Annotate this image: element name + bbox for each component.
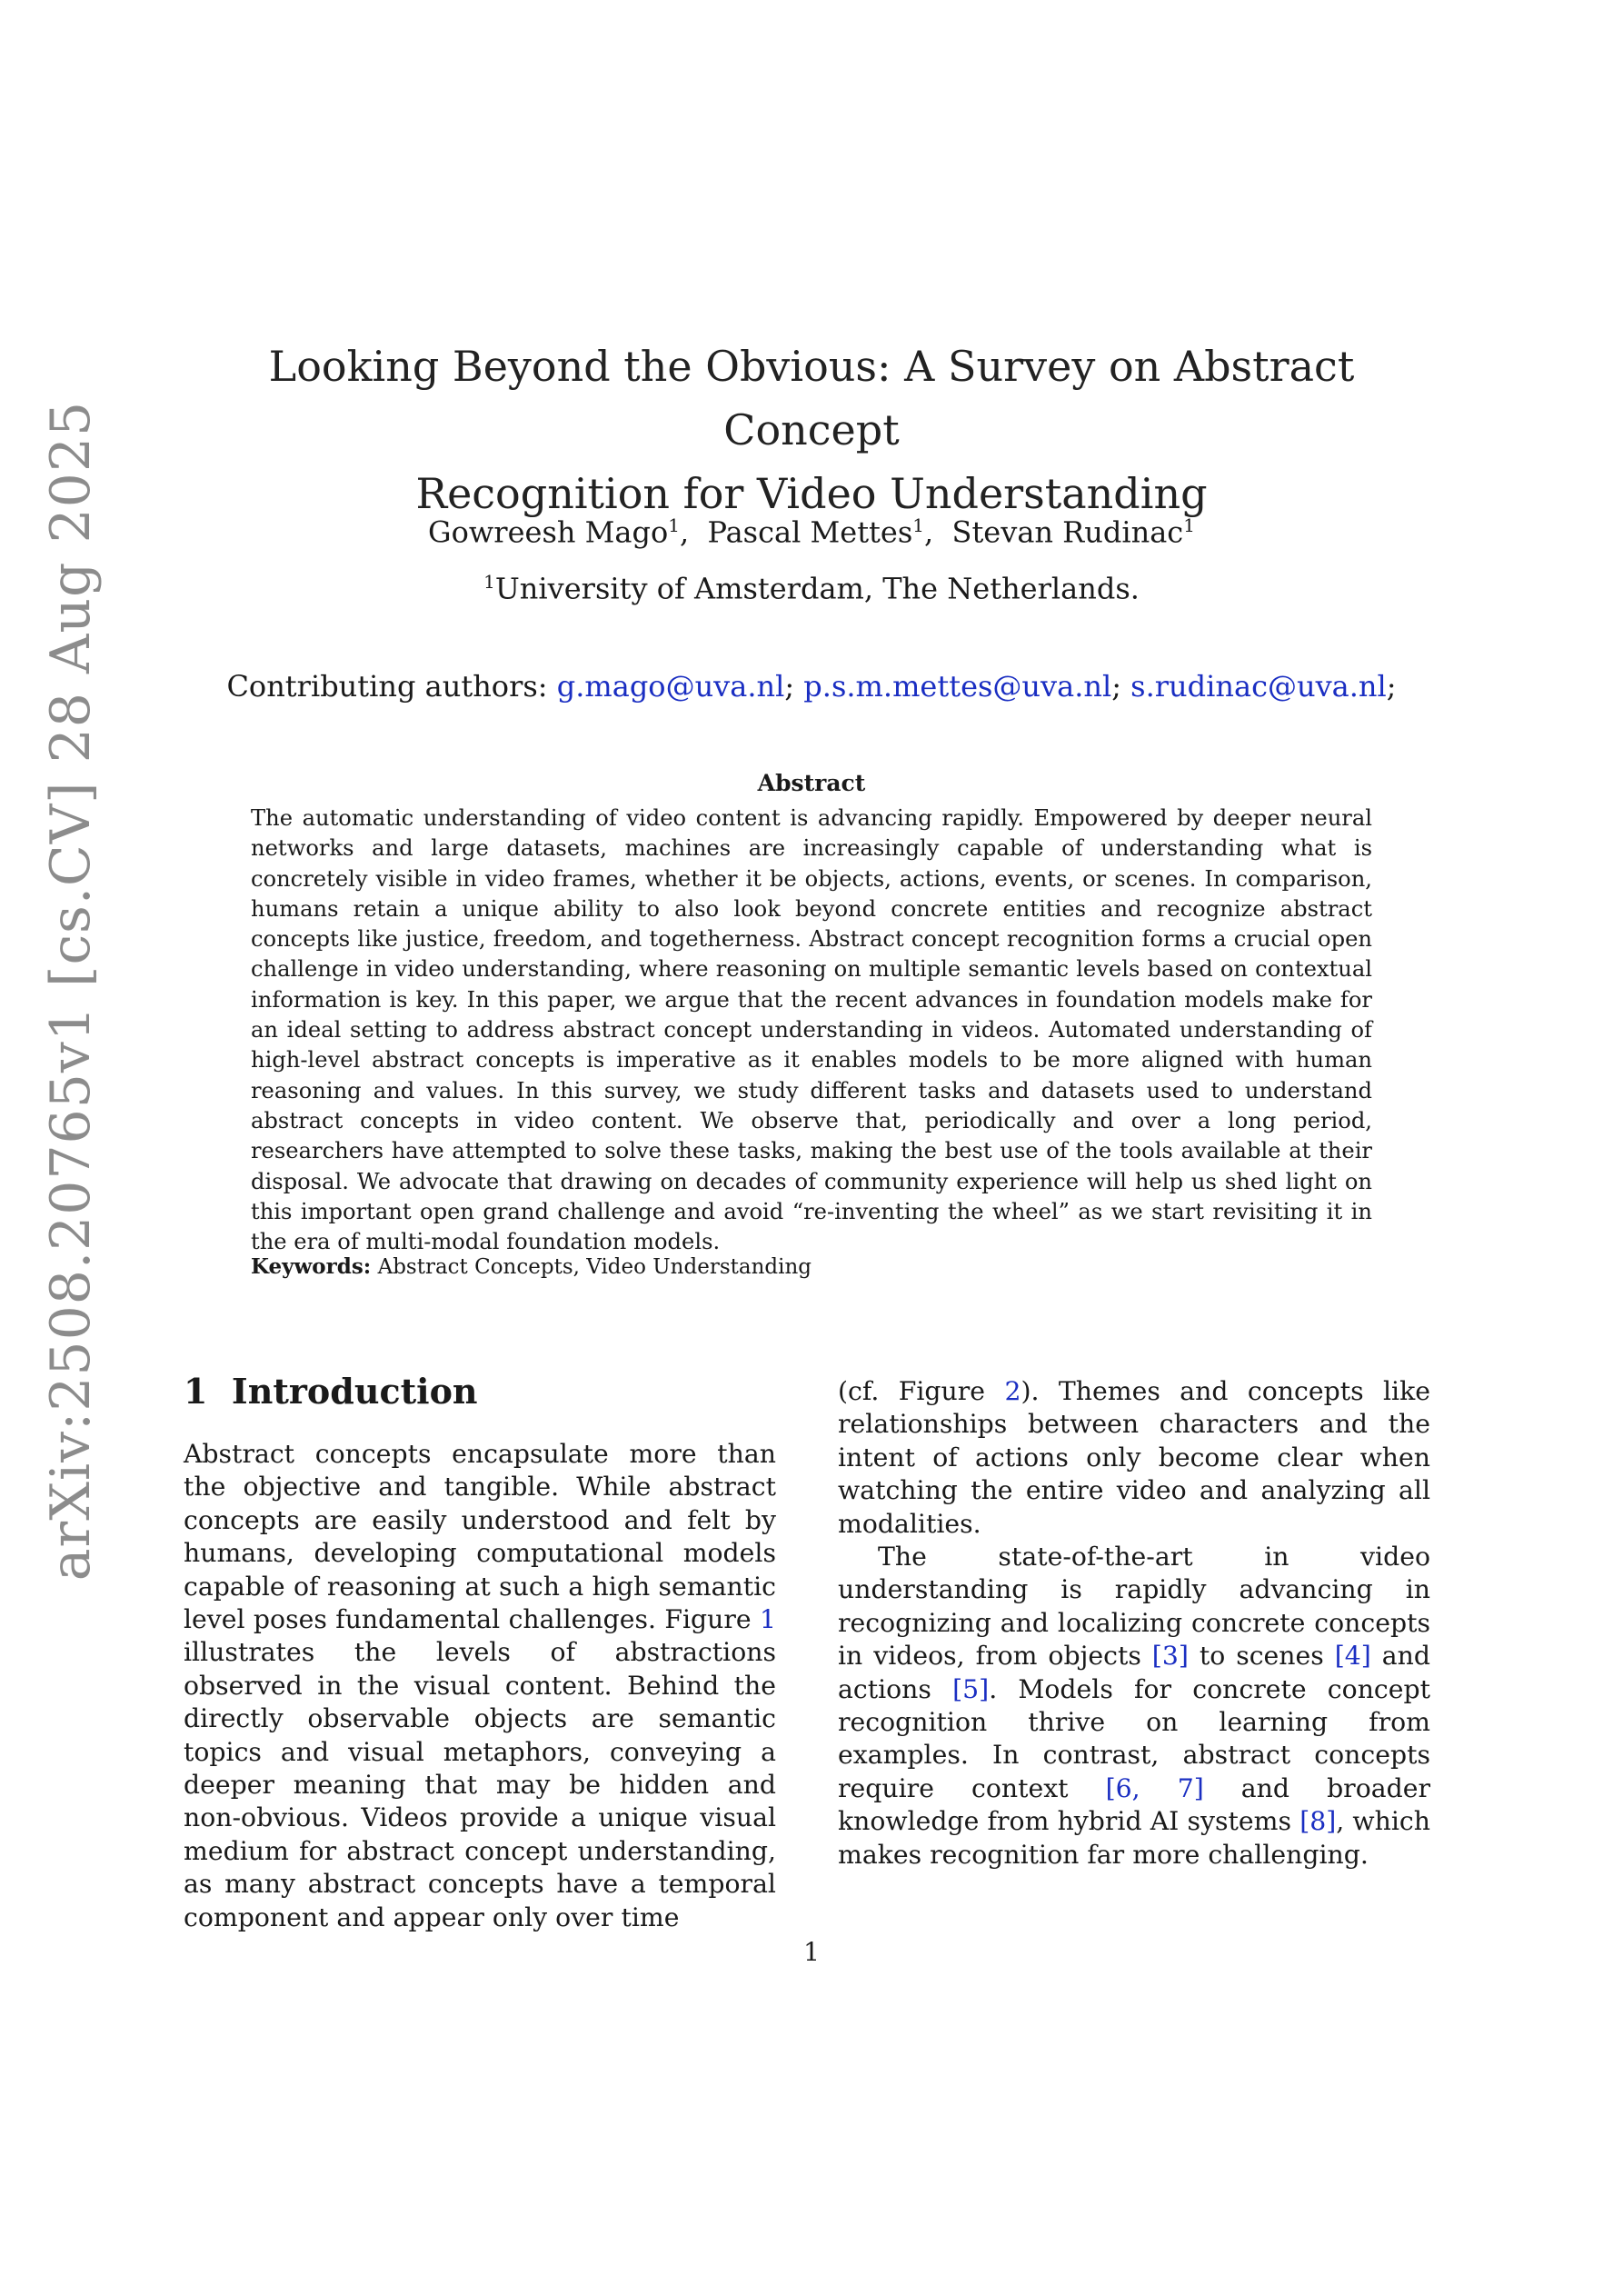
email-link[interactable]: g.mago@uva.nl [556, 669, 785, 704]
abstract-text: The automatic understanding of video content is advancing rapidly. Empowered by deeper neural networks and large datasets, machines are increasingly capable of understanding what is concretely visible in video frames, whether it be objects, actions, events, or scenes. In comparison, humans retain a unique ability to also look beyond concrete entities and recognize abstract concepts like justice, freedom, and togetherness. Abstract concept recognition forms a crucial open challenge in video understanding, where reasoning on multiple semantic levels based on contextual information is key. In this paper, we argue that the recent advances in foundation models make for an ideal setting to address abstract concept understanding in videos. Automated understanding of high-level abstract concepts is imperative as it enables models to be more aligned with human reasoning and values. In this survey, we study different tasks and datasets used to understand abstract concepts in video content. We observe that, periodically and over a long period, researchers have attempted to solve these tasks, making the best use of the tools available at their disposal. We advocate that drawing on decades of community experience will help us shed light on this important open grand challenge and avoid “re-inventing the wheel” as we start revisiting it in the era of multi-modal foundation models. [251, 805, 1372, 1255]
paragraph-text: and broader knowledge from hybrid AI systems [838, 1772, 1431, 1837]
left-column [184, 1438, 776, 1934]
abstract-heading: Abstract [757, 770, 866, 796]
affiliation-text: University of Amsterdam, The Netherlands. [494, 571, 1140, 606]
citation-link[interactable]: [3] [1151, 1641, 1189, 1672]
affiliation-mark: 1 [483, 571, 495, 593]
arxiv-side-stamp: arXiv:2508.20765v1 [cs.CV] 28 Aug 2025 [39, 400, 103, 1582]
author-name: Stevan Rudinac [951, 514, 1184, 550]
author-affil-mark: 1 [1183, 514, 1195, 536]
intro-paragraph-1-cont [838, 1375, 1430, 1541]
contributing-authors: Contributing authors: g.mago@uva.nl; p.s.m.mettes@uva.nl; s.rudinac@uva.nl; [226, 669, 1397, 704]
citation-link[interactable]: [6, 7] [1105, 1772, 1204, 1803]
intro-paragraph-1 [184, 1438, 776, 1934]
paper-title [182, 334, 1441, 525]
paragraph-text: The state-of-the-art in video understanding is rapidly advancing in recognizing and localizing concrete concepts in videos, from objects [838, 1542, 1430, 1672]
author-affil-mark: 1 [668, 514, 680, 536]
author-name: Gowreesh Mago [428, 514, 669, 550]
paragraph-text: ). Themes and concepts like relationships between characters and the intent of actions only become clear when watching the entire video and analyzing all modalities. [838, 1376, 1430, 1539]
paragraph-text: illustrates the levels of abstractions observed in the visual content. Behind the directly observable objects are semantic topics and visual metaphors, conveying a deeper meaning that may be hidden and non-obvious. Videos provide a unique visual medium for abstract concept understanding, as many abstract concepts have a temporal component and appear only over time [184, 1637, 776, 1932]
section-number: 1 [184, 1371, 208, 1412]
citation-link[interactable]: [8] [1299, 1806, 1337, 1837]
right-column [838, 1375, 1430, 1872]
paragraph-text: (cf. Figure [838, 1376, 1005, 1406]
keywords [251, 1252, 1372, 1283]
section-title: Introduction [231, 1371, 478, 1412]
citation-link[interactable]: [4] [1334, 1641, 1371, 1672]
author-affil-mark: 1 [912, 514, 924, 536]
figure-ref-link[interactable]: 1 [759, 1604, 776, 1635]
author-list: Gowreesh Mago$^1$, Pascal Mettes$^1$, Stevan Rudinac$^1$ [428, 514, 1195, 550]
citation-link[interactable]: [5] [952, 1673, 990, 1704]
keywords-label: Keywords: [251, 1254, 372, 1279]
paragraph-text: to scenes [1188, 1641, 1335, 1672]
intro-paragraph-2 [838, 1541, 1430, 1872]
contributing-label: Contributing authors: [226, 669, 548, 704]
figure-ref-link[interactable]: 2 [1004, 1376, 1021, 1406]
paragraph-text: and actions [838, 1641, 1430, 1704]
section-heading [184, 1368, 478, 1415]
paragraph-text: Abstract concepts encapsulate more than the objective and tangible. While abstract concepts are easily understood and felt by humans, developing computational models capable of reasoning at such a high semantic level poses fundamental challenges. Figure [184, 1439, 776, 1635]
email-link[interactable]: s.rudinac@uva.nl [1130, 669, 1387, 704]
paragraph-text: . Models for concrete concept recognition thrive on learning from examples. In contrast, abstract concepts require context [838, 1673, 1430, 1803]
page-number: 1 [803, 1937, 820, 1967]
title-line-1: Looking Beyond the Obvious: A Survey on Abstract Concept [268, 342, 1355, 454]
paragraph-text: , which makes recognition far more challenging. [838, 1806, 1430, 1870]
affiliation [182, 561, 1441, 610]
keywords-text: Abstract Concepts, Video Understanding [377, 1255, 812, 1279]
email-link[interactable]: p.s.m.mettes@uva.nl [803, 669, 1112, 704]
title-line-2: Recognition for Video Understanding [415, 469, 1208, 518]
author-name: Pascal Mettes [707, 514, 913, 550]
